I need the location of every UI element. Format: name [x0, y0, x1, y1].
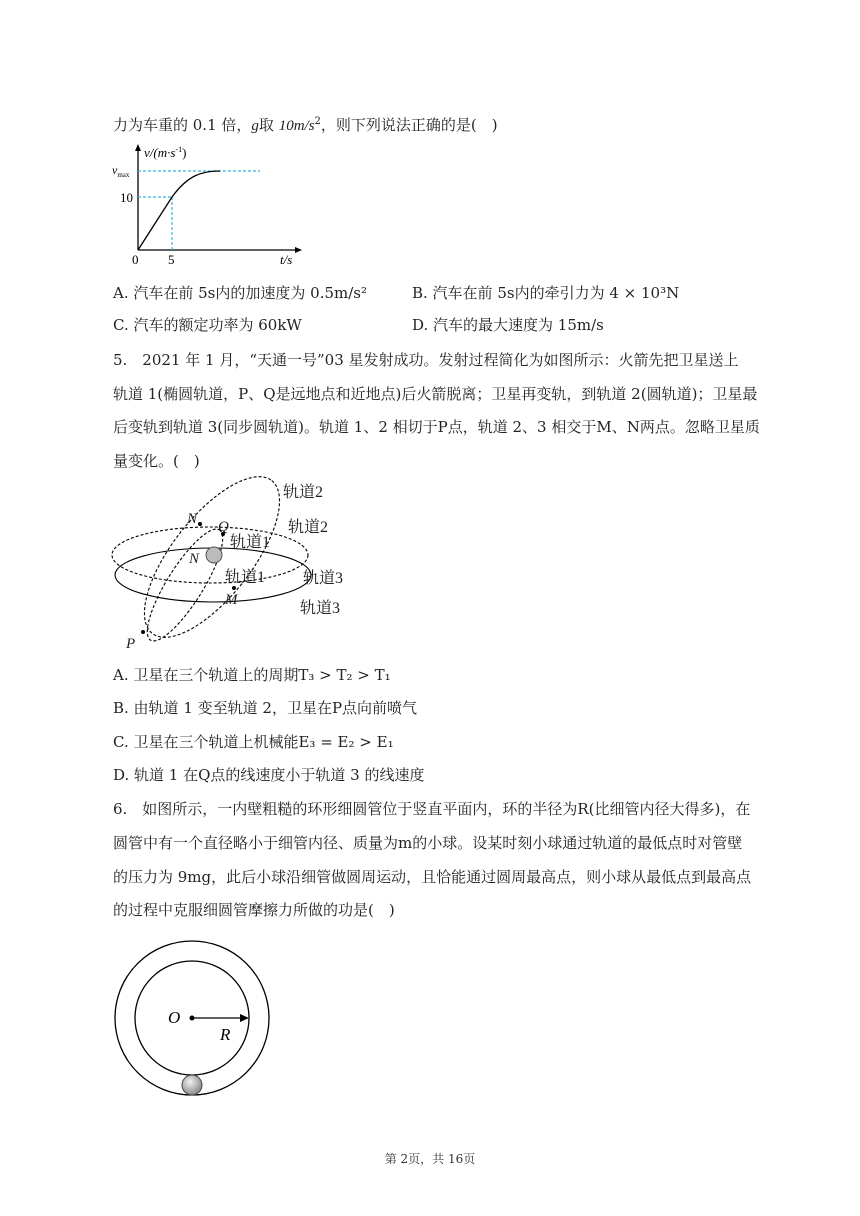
q4-option-b[interactable]: B. 汽车在前 5s内的牵引力为 4 × 10³N	[412, 284, 680, 302]
label-p: P	[126, 636, 136, 652]
q5-option-b[interactable]: B. 由轨道 1 变至轨道 2，卫星在P点向前喷气	[113, 699, 418, 717]
label-r: R	[220, 1025, 231, 1044]
label-n-top: N	[187, 511, 198, 527]
q6-line-3: 的压力为 9mg，此后小球沿细管做圆周运动，且恰能通过圆周最高点，则小球从最低点到最高点	[113, 868, 752, 886]
orbit-diagram	[110, 475, 370, 655]
q6-line-4: 的过程中克服细圆管摩擦力所做的功是( )	[113, 901, 395, 919]
q4-option-c[interactable]: C. 汽车的额定功率为 60kW	[113, 316, 302, 334]
q5-line-3: 后变轨到轨道 3(同步圆轨道)。轨道 1、2 相切于P点，轨道 2、3 相交于M、N两点。忽略卫星质	[113, 418, 760, 436]
q5-option-c[interactable]: C. 卫星在三个轨道上机械能E₃ = E₂ > E₁	[113, 733, 394, 751]
tick-0: 0	[132, 252, 139, 267]
tick-5: 5	[168, 252, 175, 267]
x-axis-label: t/s	[280, 252, 293, 267]
label-n-mid: N	[189, 551, 200, 567]
q6-line-2: 圆管中有一个直径略小于细管内径、质量为m的小球。设某时刻小球通过轨道的最低点时对管壁	[113, 834, 743, 852]
q5-line-4: 量变化。( )	[113, 452, 200, 470]
label-m: M	[225, 592, 238, 608]
label-q: Q	[218, 519, 229, 535]
vmax-label: $v_{max}$	[112, 163, 130, 179]
ring-tube-diagram	[110, 940, 280, 1100]
q5-option-d[interactable]: D. 轨道 1 在Q点的线速度小于轨道 3 的线速度	[113, 766, 425, 784]
label-orbit1-a: 轨道1	[230, 534, 271, 551]
tick-10: 10	[120, 190, 133, 205]
label-orbit2-a: 轨道2	[283, 484, 324, 501]
q6-line-1: 6. 如图所示，一内壁粗糙的环形细圆管位于竖直平面内，环的半径为R(比细管内径大得多)，在	[113, 800, 751, 818]
label-orbit1-b: 轨道1	[225, 569, 266, 586]
q4-option-d[interactable]: D. 汽车的最大速度为 15m/s	[412, 316, 604, 334]
label-orbit3-b: 轨道3	[300, 600, 341, 617]
velocity-time-graph	[110, 140, 310, 270]
ball-icon	[182, 1075, 202, 1095]
label-orbit2-b: 轨道2	[288, 519, 329, 536]
q5-option-a[interactable]: A. 卫星在三个轨道上的周期T₃ > T₂ > T₁	[113, 666, 391, 684]
label-orbit3-a: 轨道3	[303, 570, 344, 587]
q5-line-1: 5. 2021 年 1 月，“天通一号”03 星发射成功。发射过程简化为如图所示：火箭先把卫星送上	[113, 351, 739, 369]
q4-option-a[interactable]: A. 汽车在前 5s内的加速度为 0.5m/s²	[113, 284, 367, 302]
q5-line-2: 轨道 1(椭圆轨道，P、Q是远地点和近地点)后火箭脱离；卫星再变轨，到轨道 2(圆轨道)；卫星最	[113, 385, 758, 403]
y-axis-label: $v/(m\cdot s^{-1})$	[144, 145, 187, 160]
page-footer: 第 2页，共 16页	[384, 1152, 476, 1166]
label-o: O	[168, 1008, 181, 1027]
earth-icon	[206, 547, 222, 563]
q4-intro-line: 力为车重的 0.1 倍，g取 $10m/s^2$，则下列说法正确的是( )	[113, 116, 498, 134]
